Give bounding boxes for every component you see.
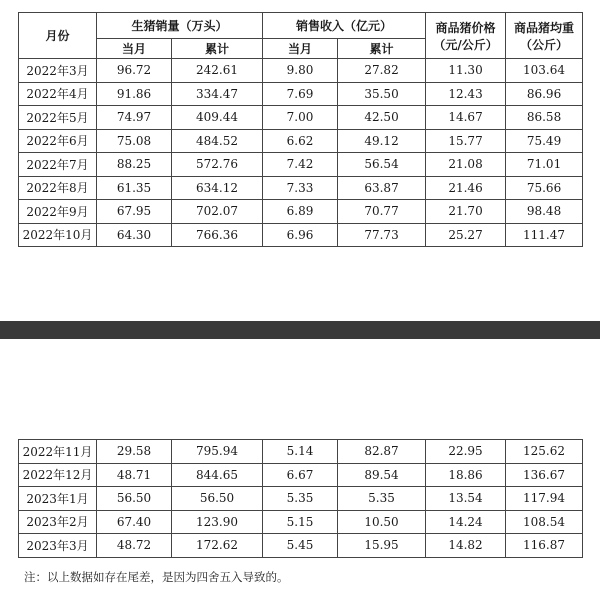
cell-avg-weight: 75.66 [506,176,583,200]
cell-revenue: 6.67 [263,463,338,487]
table-row [19,534,583,558]
cell-revenue: 5.14 [263,440,338,464]
cell-month: 2022年9月 [19,200,97,224]
table-row [19,153,583,177]
cell-volume-cumulative: 702.07 [172,200,263,224]
cell-avg-weight: 103.64 [506,59,583,83]
cell-volume: 96.72 [97,59,172,83]
cell-revenue-cumulative: 35.50 [338,82,426,106]
table-row [19,223,583,247]
cell-volume-cumulative: 634.12 [172,176,263,200]
cell-volume: 88.25 [97,153,172,177]
header-price-label: 商品猪价格 [435,20,496,35]
table-row [19,176,583,200]
header-sales-volume: 生猪销量（万头） [97,13,263,39]
sales-table-top [18,12,583,247]
cell-volume: 74.97 [97,106,172,130]
cell-revenue-cumulative: 77.73 [338,223,426,247]
table-row [19,463,583,487]
cell-avg-weight: 98.48 [506,200,583,224]
cell-avg-weight: 136.67 [506,463,583,487]
footnote: 注：以上数据如存在尾差，是因为四舍五入导致的。 [24,570,289,584]
cell-volume-cumulative: 172.62 [172,534,263,558]
cell-revenue-cumulative: 89.54 [338,463,426,487]
cell-volume-cumulative: 844.65 [172,463,263,487]
sales-table-bottom [18,439,583,558]
cell-month: 2022年5月 [19,106,97,130]
cell-month: 2022年4月 [19,82,97,106]
cell-revenue-cumulative: 82.87 [338,440,426,464]
cell-revenue: 9.80 [263,59,338,83]
cell-month: 2022年10月 [19,223,97,247]
header-avg-weight-unit: （公斤） [520,37,569,52]
cell-revenue: 5.15 [263,510,338,534]
cell-volume-cumulative: 123.90 [172,510,263,534]
cell-price: 14.82 [426,534,506,558]
cell-volume-cumulative: 484.52 [172,129,263,153]
cell-price: 15.77 [426,129,506,153]
cell-volume: 56.50 [97,487,172,511]
table-row [19,129,583,153]
cell-revenue: 7.00 [263,106,338,130]
table-row [19,510,583,534]
cell-revenue-cumulative: 5.35 [338,487,426,511]
cell-volume: 61.35 [97,176,172,200]
cell-revenue-cumulative: 42.50 [338,106,426,130]
cell-revenue-cumulative: 70.77 [338,200,426,224]
cell-price: 21.46 [426,176,506,200]
cell-month: 2022年3月 [19,59,97,83]
cell-month: 2022年6月 [19,129,97,153]
cell-month: 2023年1月 [19,487,97,511]
cell-revenue: 5.35 [263,487,338,511]
cell-volume-cumulative: 795.94 [172,440,263,464]
table-row [19,82,583,106]
cell-volume-cumulative: 572.76 [172,153,263,177]
table-row [19,487,583,511]
cell-revenue-cumulative: 15.95 [338,534,426,558]
cell-price: 22.95 [426,440,506,464]
cell-revenue: 5.45 [263,534,338,558]
cell-avg-weight: 71.01 [506,153,583,177]
header-revenue: 销售收入（亿元） [263,13,426,39]
header-price-unit: （元/公斤） [433,37,498,52]
cell-revenue: 7.69 [263,82,338,106]
header-volume-cumulative: 累计 [172,39,263,59]
cell-price: 14.24 [426,510,506,534]
cell-avg-weight: 108.54 [506,510,583,534]
cell-price: 18.86 [426,463,506,487]
header-revenue-cumulative: 累计 [338,39,426,59]
cell-volume-cumulative: 242.61 [172,59,263,83]
cell-avg-weight: 75.49 [506,129,583,153]
cell-volume: 67.95 [97,200,172,224]
cell-month: 2022年12月 [19,463,97,487]
cell-revenue: 6.89 [263,200,338,224]
table-row [19,106,583,130]
cell-price: 11.30 [426,59,506,83]
cell-month: 2023年2月 [19,510,97,534]
cell-volume: 67.40 [97,510,172,534]
cell-revenue: 6.62 [263,129,338,153]
cell-revenue-cumulative: 49.12 [338,129,426,153]
header-price [426,13,506,59]
cell-volume: 48.71 [97,463,172,487]
cell-avg-weight: 125.62 [506,440,583,464]
cell-revenue: 6.96 [263,223,338,247]
cell-volume: 29.58 [97,440,172,464]
cell-volume-cumulative: 766.36 [172,223,263,247]
cell-price: 12.43 [426,82,506,106]
cell-volume: 48.72 [97,534,172,558]
cell-revenue: 7.42 [263,153,338,177]
cell-volume-cumulative: 334.47 [172,82,263,106]
table-row [19,200,583,224]
table-body-top [19,59,583,247]
cell-month: 2022年11月 [19,440,97,464]
cell-revenue-cumulative: 63.87 [338,176,426,200]
header-revenue-current: 当月 [263,39,338,59]
cell-month: 2023年3月 [19,534,97,558]
cell-volume: 91.86 [97,82,172,106]
cell-volume: 75.08 [97,129,172,153]
cell-avg-weight: 116.87 [506,534,583,558]
cell-month: 2022年8月 [19,176,97,200]
cell-avg-weight: 86.58 [506,106,583,130]
cell-volume: 64.30 [97,223,172,247]
cell-price: 21.08 [426,153,506,177]
cell-revenue: 7.33 [263,176,338,200]
header-avg-weight [506,13,583,59]
cell-avg-weight: 86.96 [506,82,583,106]
table-body-bottom [19,440,583,558]
cell-price: 25.27 [426,223,506,247]
cell-price: 14.67 [426,106,506,130]
cell-revenue-cumulative: 27.82 [338,59,426,83]
cell-avg-weight: 111.47 [506,223,583,247]
cell-revenue-cumulative: 10.50 [338,510,426,534]
table-row [19,59,583,83]
cell-volume-cumulative: 409.44 [172,106,263,130]
cell-price: 13.54 [426,487,506,511]
header-avg-weight-label: 商品猪均重 [514,20,575,35]
header-month: 月份 [19,13,97,59]
cell-volume-cumulative: 56.50 [172,487,263,511]
cell-avg-weight: 117.94 [506,487,583,511]
header-volume-current: 当月 [97,39,172,59]
table-row [19,440,583,464]
cell-revenue-cumulative: 56.54 [338,153,426,177]
cell-month: 2022年7月 [19,153,97,177]
cell-price: 21.70 [426,200,506,224]
page-divider [0,321,600,339]
